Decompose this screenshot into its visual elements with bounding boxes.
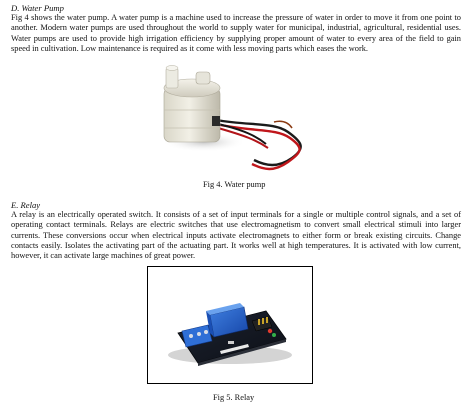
paragraph-line: A relay is an electrically operated switch. It consists of a set of input terminals for a single or multiple control signals, and a set of <box>11 210 461 219</box>
paragraph-line: however, it can activate large machines of great power. <box>11 251 196 261</box>
figure-caption-relay: Fig 5. Relay <box>213 393 255 402</box>
section-heading-relay: E. Relay <box>11 200 41 210</box>
relay-paragraph <box>11 210 461 261</box>
relay-module-image <box>148 267 311 382</box>
paragraph-line: operating contact terminals. Relays are electric switches that use electromagnetism to convert small electrical stimuli into larger <box>11 220 461 230</box>
section-heading-water-pump: D. Water Pump <box>11 3 64 13</box>
water-pump-paragraph <box>11 13 461 54</box>
paragraph-line: speed in cultivation. Low maintenance is required as it come with less moving parts which eases the work. <box>11 43 369 53</box>
relay-figure-frame <box>147 266 313 384</box>
paragraph-line: Water pumps are used to provide high irrigation efficiency by supplying proper amount of water to every area of the field to gain <box>11 33 461 43</box>
paragraph-line: Fig 4 shows the water pump. A water pump is a machine used to increase the pressure of water in order to move it from one point to <box>11 13 461 22</box>
paragraph-line: contacts easily. Isolates the activating part of the actuating part. It works well at high temperatures. It is activated with low current, <box>11 240 461 250</box>
paragraph-line: currents. These conversions occur when electrical inputs activate electromagnets to either form or break existing circuits. Change <box>11 230 461 240</box>
water-pump-image <box>156 62 314 178</box>
paragraph-line: another. Modern water pumps are used throughout the world to supply water for municipal, industrial, agricultural, residential uses. <box>11 23 461 33</box>
figure-caption-water-pump: Fig 4. Water pump <box>203 180 266 189</box>
